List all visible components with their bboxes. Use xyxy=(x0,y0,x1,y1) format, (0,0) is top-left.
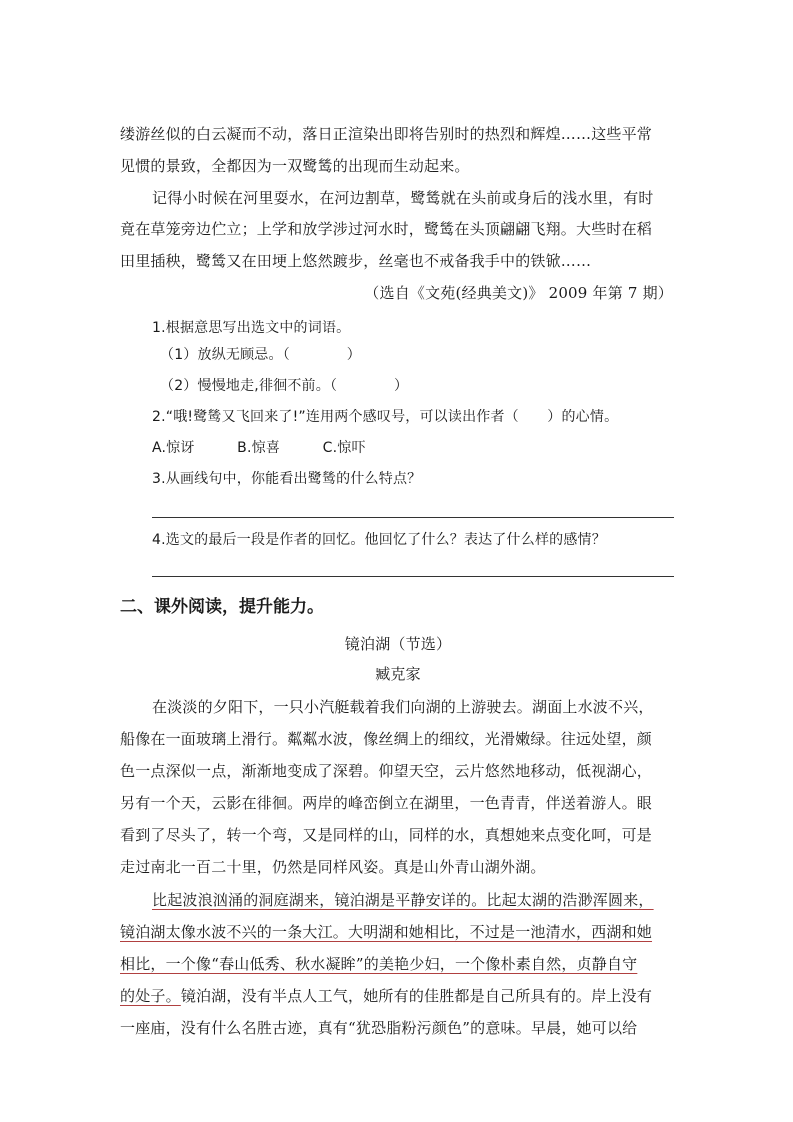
passage1-line-4: 竟在草笼旁边伫立；上学和放学涉过河水时，鹭鸶在头顶翩翩飞翔。大些时在稻 xyxy=(120,220,653,238)
underlined-text: 的处子。 xyxy=(120,987,181,1005)
article-line-4: 另有一个天，云影在徘徊。两岸的峰峦倒立在湖里，一色青青，伴送着游人。眼 xyxy=(120,794,653,812)
underlined-line-3 xyxy=(120,954,676,974)
article-line-2: 船像在一面玻璃上滑行。粼粼水波，像丝绸上的细纹，光滑嫩绿。往远处望，颜 xyxy=(120,730,653,748)
question-1-item-2: （2）慢慢地走,徘徊不前。（ ） xyxy=(160,378,409,394)
underlined-text: 相比，一个像“春山低秀、秋水凝眸”的美艳少妇，一个像朴素自然，贞静自守 xyxy=(120,955,638,973)
underlined-text: 镜泊湖太像水波不兴的一条大江。大明湖和她相比，不过是一池清水，西湖和她 xyxy=(120,923,653,941)
question-1-item-1: （1）放纵无顾忌。（ ） xyxy=(160,347,361,363)
article-line-1: 在淡淡的夕阳下，一只小汽艇载着我们向湖的上游驶去。湖面上水波不兴， xyxy=(152,698,654,716)
article-line-last: 一座庙，没有什么名胜古迹，真有“犹恐脂粉污颜色”的意味。早晨，她可以给 xyxy=(120,1019,638,1037)
passage1-line-5: 田里插秧，鹭鸶又在田埂上悠然踱步，丝毫也不戒备我手中的铁锨…… xyxy=(120,252,592,270)
question-4: 4.选文的最后一段是作者的回忆。他回忆了什么？表达了什么样的感情？ xyxy=(152,532,606,548)
passage1-source: （选自《文苑(经典美文)》 2009 年第 7 期） xyxy=(364,284,673,302)
plain-text: 镜泊湖，没有半点人工气，她所有的佳胜都是自己所具有的。岸上没有 xyxy=(180,987,653,1005)
article-line-mixed xyxy=(120,986,676,1006)
article-line-3: 色一点深似一点，渐渐地变成了深碧。仰望天空，云片悠然地移动，低视湖心， xyxy=(120,762,653,780)
question-1: 1.根据意思写出选文中的词语。 xyxy=(152,320,351,336)
underlined-line-1 xyxy=(152,890,676,910)
question-2-options: A.惊讶 B.惊喜 C.惊吓 xyxy=(152,440,366,456)
passage1-line-1: 缕游丝似的白云凝而不动，落日正渲染出即将告别时的热烈和辉煌……这些平常 xyxy=(120,125,653,143)
section-heading: 二、课外阅读，提升能力。 xyxy=(120,597,324,617)
answer-line-3 xyxy=(152,517,674,518)
underlined-line-2 xyxy=(120,922,676,942)
question-3: 3.从画线句中，你能看出鹭鸶的什么特点？ xyxy=(152,471,422,487)
question-2: 2.“哦!鹭鸶又飞回来了!”连用两个感叹号，可以读出作者（ ）的心情。 xyxy=(152,409,619,425)
article-line-5: 看到了尽头了，转一个弯，又是同样的山，同样的水，真想她来点变化呵，可是 xyxy=(120,826,653,844)
article-line-6: 走过南北一百二十里，仍然是同样风姿。真是山外青山湖外湖。 xyxy=(120,858,546,876)
answer-line-4 xyxy=(152,576,674,577)
article-author: 臧克家 xyxy=(375,665,421,683)
underlined-text: 比起波浪汹涌的洞庭湖来，镜泊湖是平静安详的。比起太湖的浩渺浑圆来， xyxy=(152,891,654,909)
article-title: 镜泊湖（节选） xyxy=(344,635,452,653)
passage1-line-2: 见惯的景致，全都因为一双鹭鸶的出现而生动起来。 xyxy=(120,157,470,175)
passage1-line-3: 记得小时候在河里耍水，在河边割草，鹭鸶就在头前或身后的浅水里，有时 xyxy=(152,189,654,207)
